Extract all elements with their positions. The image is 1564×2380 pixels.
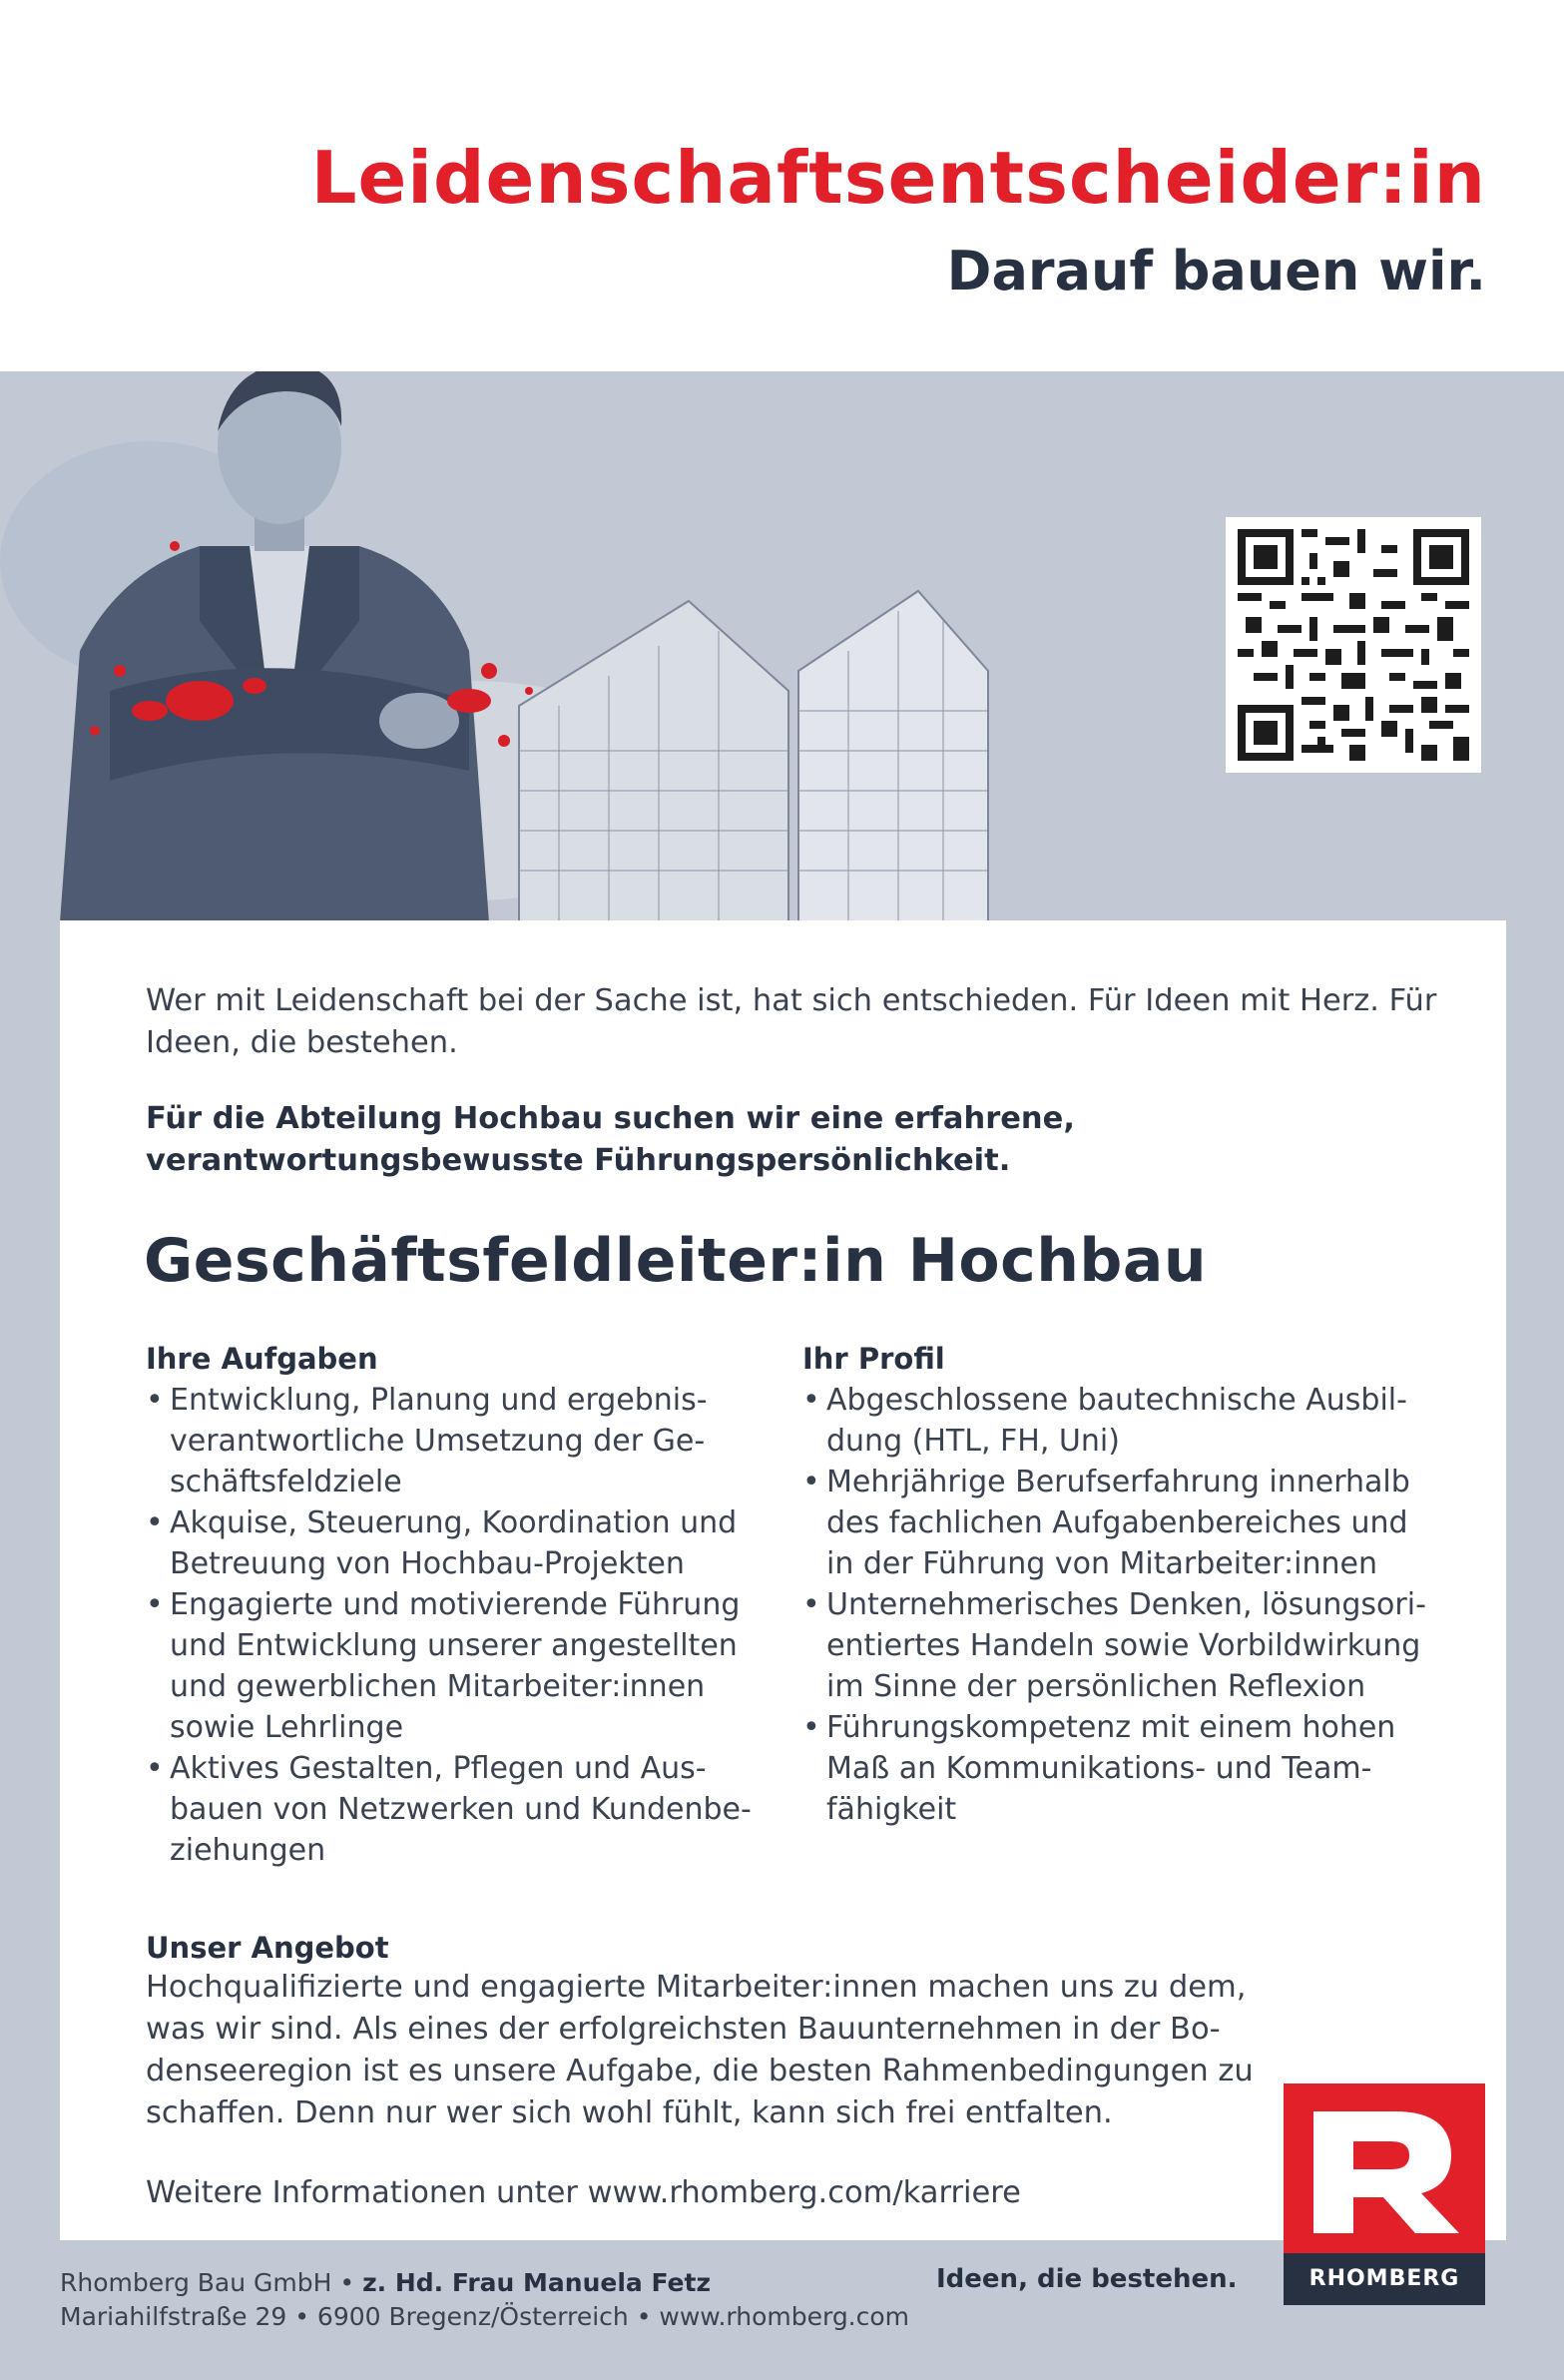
lead-text: Für die Abteilung Hochbau suchen wir eine erfahrene, verantwortungsbewusste Führungspersönlichkeit. [146,1101,1075,1178]
list-item: • Akquise, Steuerung, Koordination und Betreuung von Hochbau-Projekten [146,1502,784,1584]
tasks-section [146,1338,784,1871]
rhomberg-logo [1284,2083,1485,2305]
intro-text: Wer mit Leidenschaft bei der Sache ist, hat sich entschieden. Für Ideen mit Herz. Für Ideen, die bestehen. [146,983,1437,1060]
more-info-link[interactable]: Weitere Informationen unter www.rhomberg.com/karriere [146,2175,1021,2210]
tasks-list [146,1380,784,1871]
footer-address: Mariahilfstraße 29 • 6900 Bregenz/Österreich • www.rhomberg.com [60,2302,910,2331]
offer-text: Hochqualifizierte und engagierte Mitarbeiter:innen machen uns zu dem, was wir sind. Als eines der erfolgreichsten Bauunternehmen in der Bodenseeregion ist es unsere Aufgabe, die besten Rahmenbedingungen zu schaffen. Denn nur wer sich wohl fühlt, kann sich frei entfalten. [146,1970,1254,2130]
footer-company: Rhomberg Bau GmbH [60,2268,332,2297]
list-item: • Führungskompetenz mit einem hohen Maß an Kommunikations- und Teamfähigkeit [802,1707,1441,1830]
footer-slogan: Ideen, die bestehen. [936,2264,1238,2294]
list-item: • Unternehmerisches Denken, lösungsorientiertes Handeln sowie Vorbildwirkung im Sinne der persönlichen Reflexion [802,1584,1441,1707]
profile-heading: Ihr Profil [802,1342,945,1376]
subline: Darauf bauen wir. [946,240,1486,302]
footer-contact: z. Hd. Frau Manuela Fetz [362,2268,711,2297]
logo-r-mark [1284,2083,1485,2253]
job-title: Geschäftsfeldleiter:in Hochbau [144,1226,1208,1296]
hero-image [0,371,1058,922]
list-item: • Mehrjährige Berufserfahrung innerhalb des fachlichen Aufgabenbereiches und in der Führung von Mitarbeiter:innen [802,1462,1441,1584]
qr-code[interactable] [1226,517,1481,773]
profile-section [802,1338,1441,1830]
list-item: • Aktives Gestalten, Pflegen und Ausbauen von Netzwerken und Kundenbeziehungen [146,1748,784,1871]
list-item: • Engagierte und motivierende Führung und Entwicklung unserer angestellten und gewerblichen Mitarbeiter:innen sowie Lehrlinge [146,1584,784,1748]
tasks-heading: Ihre Aufgaben [146,1342,378,1376]
footer-separator: • [331,2268,363,2297]
logo-wordmark: RHOMBERG [1284,2253,1485,2305]
footer-company-line [60,2266,711,2300]
profile-list [802,1380,1441,1830]
list-item: • Entwicklung, Planung und ergebnisverantwortliche Umsetzung der Geschäftsfeldziele [146,1380,784,1502]
offer-heading: Unser Angebot [146,1931,389,1965]
headline: Leidenschaftsentscheider:in [310,136,1486,220]
list-item: • Abgeschlossene bautechnische Ausbildung (HTL, FH, Uni) [802,1380,1441,1462]
